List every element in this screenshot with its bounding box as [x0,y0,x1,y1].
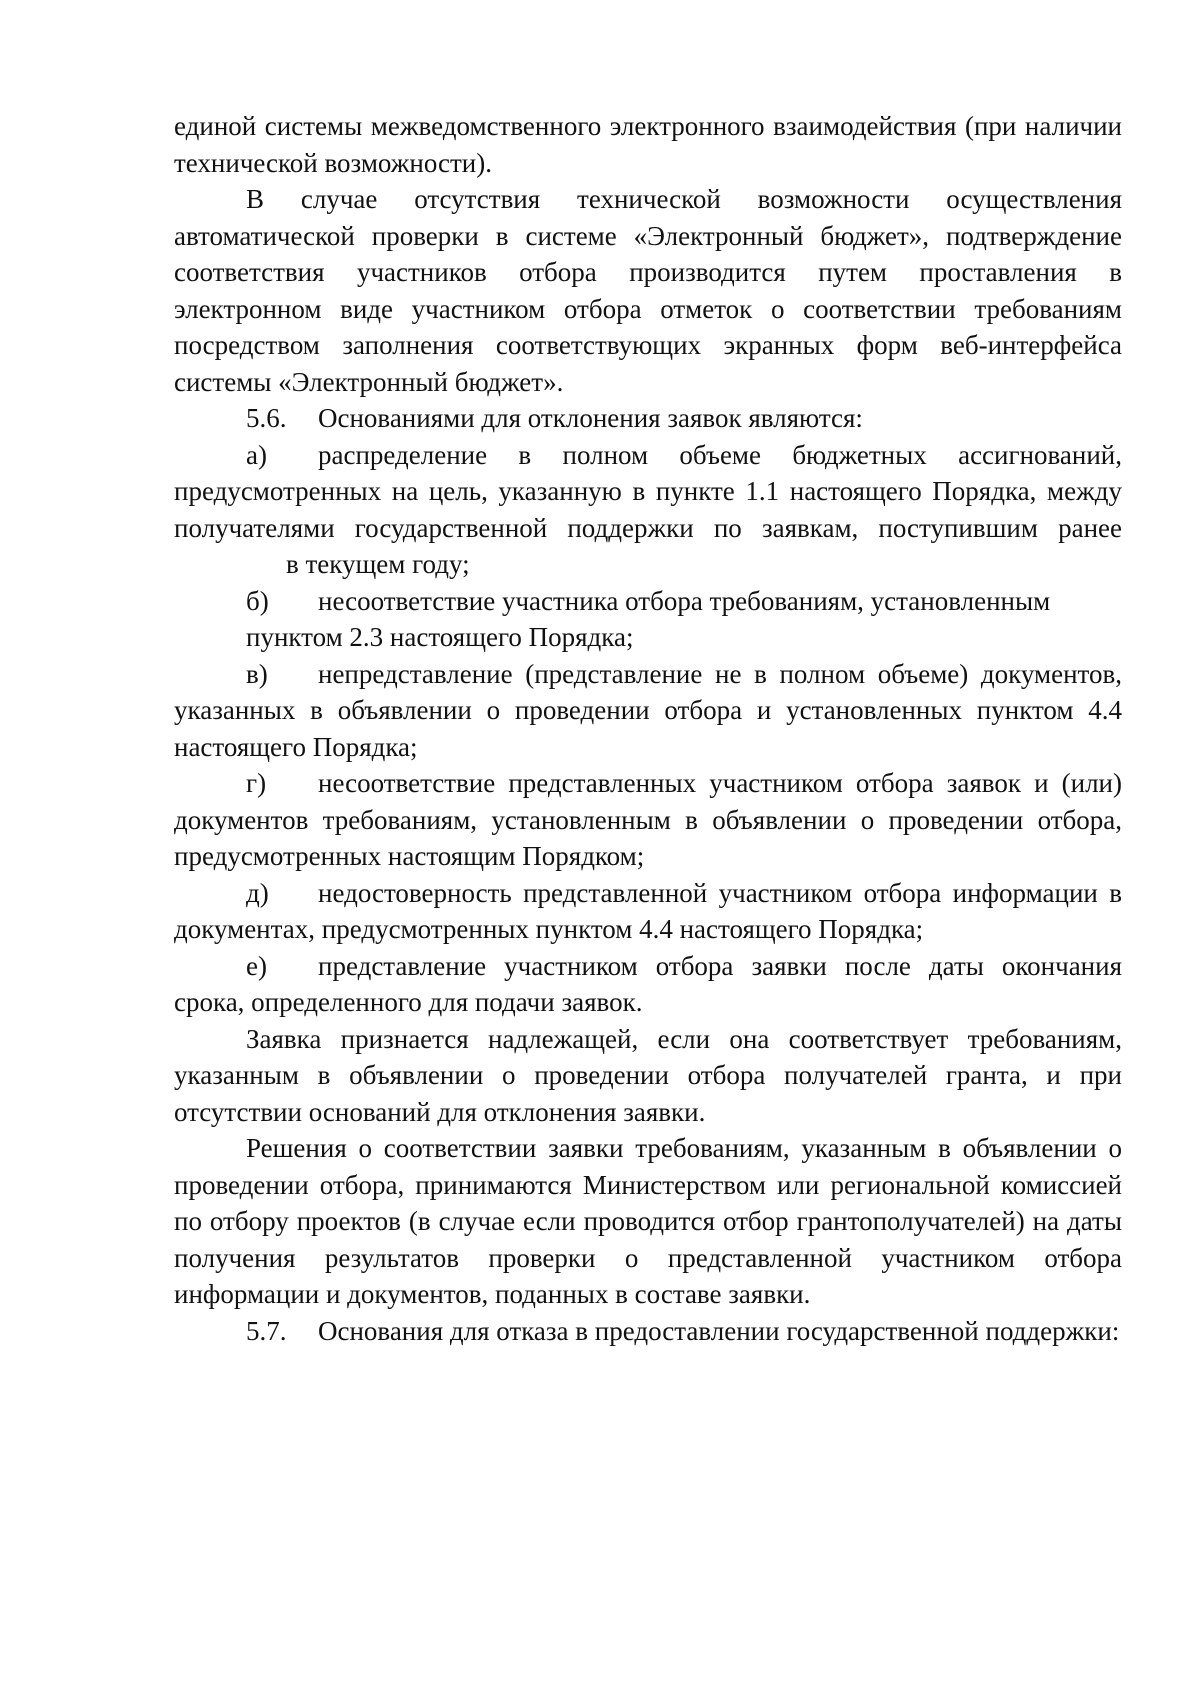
section-5-6 [174,400,1122,437]
document-page [174,108,1122,1349]
paragraph-continuation: единой системы межведомственного электронного взаимодействия (при наличии технической возможности). [174,111,1122,178]
section-heading-text: Основаниями для отклонения заявок являются: [318,403,863,433]
list-item-d [174,875,1122,948]
item-marker: д) [246,877,269,908]
paragraph-decisions: Решения о соответствии заявки требованиям, указанным в объявлении о проведении отбора, принимаются Министерством или региональной комиссией по отбору проектов (в случае если проводится отбор грантополучателей) на даты получения результатов проверки о представленной участником отбора информации и документов, поданных в составе заявки. [174,1133,1122,1309]
item-text-tail: в текущем году; [286,549,470,579]
section-number: 5.6. [246,403,287,433]
item-text-line2: пунктом 2.3 настоящего Порядка; [246,622,634,652]
item-marker: г) [246,768,267,798]
item-marker: в) [246,658,268,689]
item-text: недостоверность представленной участником отбора информации в документах, предусмотренных пунктом 4.4 настоящего Порядка; [174,877,1122,944]
item-text: непредставление (представление не в полном объеме) документов, указанных в объявлении о проведении отбора и установленных пунктом 4.4 настоящего Порядка; [174,658,1122,762]
item-text: представление участником отбора заявки после даты окончания срока, определенного для подачи заявок. [174,950,1122,1017]
list-item-v [174,656,1122,766]
section-number: 5.7. [246,1315,287,1346]
paragraph-technical-absence: В случае отсутствия технической возможности осуществления автоматической проверки в системе «Электронный бюджет», подтверждение соответствия участников отбора производится путем проставления в электронном виде участником отбора отметок о соответствии требованиям посредством заполнения соответствующих экранных форм веб-интерфейса системы «Электронный бюджет». [174,184,1122,397]
paragraph-proper-application: Заявка признается надлежащей, если она соответствует требованиям, указанным в объявлении о проведении отбора получателей гранта, и при отсутствии оснований для отклонения заявки. [174,1023,1122,1127]
item-text: несоответствие представленных участником отбора заявок и (или) документов требованиям, установленным в объявлении о проведении отбора, предусмотренных настоящим Порядком; [174,768,1122,871]
list-item-e [174,948,1122,1021]
item-marker: е) [246,950,267,981]
list-item-b [174,583,1122,620]
section-heading-text: Основания для отказа в предоставлении государственной поддержки: [318,1315,1120,1346]
list-item-b-line2 [174,619,1122,656]
item-text: распределение в полном объеме бюджетных ассигнований, предусмотренных на цель, указанную в пункте 1.1 настоящего Порядка, между получателями государственной поддержки по заявкам, поступившим ранее [174,439,1122,543]
list-item-g [174,765,1122,875]
item-text: несоответствие участника отбора требованиям, установленным [318,585,1051,616]
list-item-a [174,437,1122,583]
item-marker: а) [246,439,267,470]
section-5-7 [174,1313,1122,1350]
item-marker: б) [246,585,269,616]
